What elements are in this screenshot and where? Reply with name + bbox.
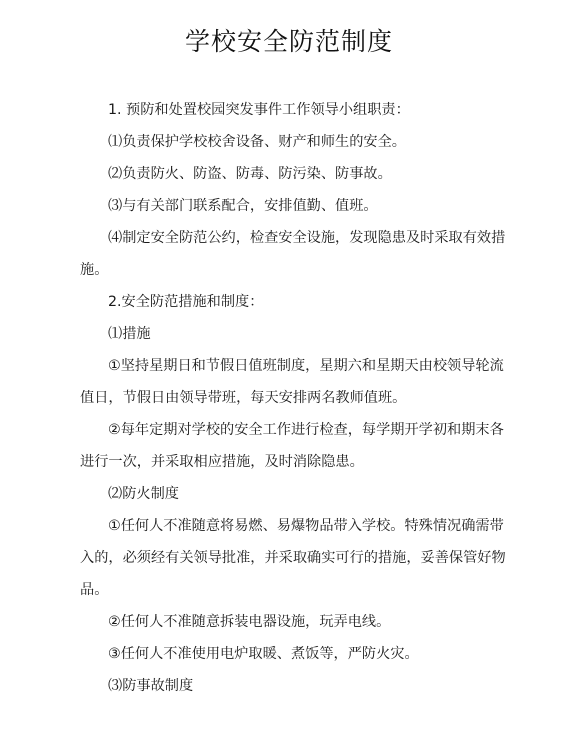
paragraph-8: ①坚持星期日和节假日值班制度，星期六和星期天由校领导轮流值日，节假日由领导带班，每天安排两名教师值班。 xyxy=(80,358,504,406)
paragraph-4: ⑶与有关部门联系配合，安排值勤、值班。 xyxy=(108,198,378,214)
document-title: 学校安全防范制度 xyxy=(184,27,393,56)
paragraph-12: ②任何人不准随意拆装电器设施，玩弄电线。 xyxy=(108,614,391,630)
paragraph-3: ⑵负责防火、防盗、防毒、防污染、防事故。 xyxy=(108,166,392,182)
paragraph-7: ⑴措施 xyxy=(108,326,151,342)
paragraph-6: 2.安全防范措施和制度： xyxy=(108,294,264,310)
paragraph-14: ⑶防事故制度 xyxy=(108,678,194,694)
paragraph-13: ③任何人不准使用电炉取暖、煮饭等，严防火灾。 xyxy=(108,646,419,662)
paragraph-2: ⑴负责保护学校校舍设备、财产和师生的安全。 xyxy=(108,134,406,150)
paragraph-11: ①任何人不准随意将易燃、易爆物品带入学校。特殊情况确需带入的，必须经有关领导批准，并采取确实可行的措施，妥善保管好物品。 xyxy=(80,518,506,598)
paragraph-9: ②每年定期对学校的安全工作进行检查，每学期开学初和期末各进行一次，并采取相应措施，及时消除隐患。 xyxy=(80,422,504,470)
paragraph-1: 1. 预防和处置校园突发事件工作领导小组职责： xyxy=(108,102,410,118)
paragraph-10: ⑵防火制度 xyxy=(108,486,179,502)
paragraph-5: ⑷制定安全防范公约，检查安全设施，发现隐患及时采取有效措施。 xyxy=(80,230,506,278)
